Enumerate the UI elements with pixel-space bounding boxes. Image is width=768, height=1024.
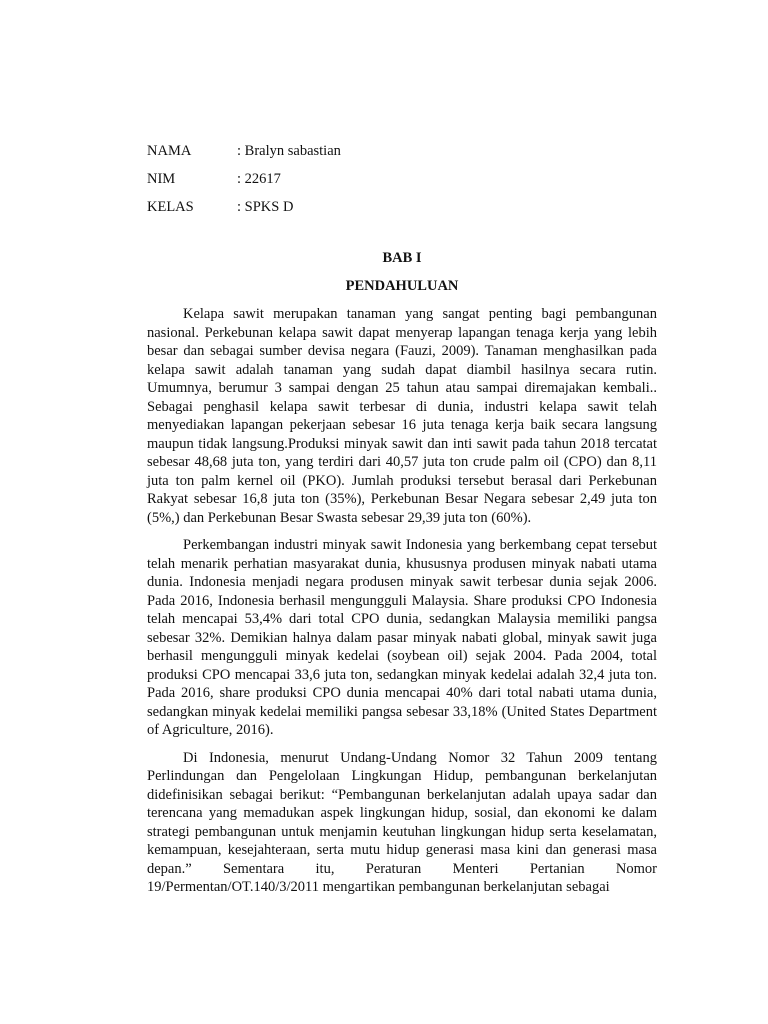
document-body [147, 305, 657, 906]
paragraph: Kelapa sawit merupakan tanaman yang sangat penting bagi pembangunan nasional. Perkebunan kelapa sawit dapat menyerap lapangan tenaga kerja yang lebih besar dan sebagai sumber devisa negara (Fauzi, 2009). Tanaman menghasilkan pada kelapa sawit adalah tanaman yang sudah dapat diambil hasilnya secara rutin. Umumnya, berumur 3 sampai dengan 25 tahun atau sampai diremajakan kembali.. Sebagai penghasil kelapa sawit terbesar di dunia, industri kelapa sawit telah menyediakan lapangan pekerjaan sebesar 16 juta tenaga kerja baik secara langsung maupun tidak langsung.Produksi minyak sawit dan inti sawit pada tahun 2018 tercatat sebesar 48,68 juta ton, yang terdiri dari 40,57 juta ton crude palm oil (CPO) dan 8,11 juta ton palm kernel oil (PKO). Jumlah produksi tersebut berasal dari Perkebunan Rakyat sebesar 16,8 juta ton (35%), Perkebunan Besar Negara sebesar 2,49 juta ton (5%,) dan Perkebunan Besar Swasta sebesar 29,39 juta ton (60%). [147, 306, 657, 526]
chapter-number: BAB I [382, 250, 422, 266]
kelas-label: KELAS [147, 199, 194, 215]
nama-label: NAMA [147, 143, 192, 159]
paragraph: Perkembangan industri minyak sawit Indonesia yang berkembang cepat tersebut telah menarik perhatian masyarakat dunia, khususnya produsen minyak nabati utama dunia. Indonesia menjadi negara produsen minyak sawit terbesar dunia sejak 2006. Pada 2016, Indonesia berhasil mengungguli Malaysia. Share produksi CPO Indonesia telah mencapai 53,4% dari total CPO dunia, sedangkan Malaysia memiliki pangsa sebesar 32%. Demikian halnya dalam pasar minyak nabati global, minyak sawit juga berhasil mengungguli minyak kedelai (soybean oil) sejak 2004. Pada 2004, total produksi CPO mencapai 33,6 juta ton, sedangkan minyak kedelai adalah 32,4 juta ton. Pada 2016, share produksi CPO dunia mencapai 40% dari total nabati utama dunia, sedangkan minyak kedelai memiliki pangsa sebesar 33,18% (United States Department of Agriculture, 2016). [147, 537, 657, 738]
nim-label: NIM [147, 171, 176, 187]
kelas-value: : SPKS D [237, 199, 294, 215]
nim-value: : 22617 [237, 171, 281, 187]
chapter-title: PENDAHULUAN [345, 278, 459, 294]
paragraph: Di Indonesia, menurut Undang-Undang Nomor 32 Tahun 2009 tentang Perlindungan dan Pengelolaan Lingkungan Hidup, pembangunan berkelanjutan didefinisikan sebagai berikut: “Pembangunan berkelanjutan adalah upaya sadar dan terencana yang memadukan aspek lingkungan hidup, sosial, dan ekonomi ke dalam strategi pembangunan untuk menjamin keutuhan lingkungan hidup serta keselamatan, kemampuan, kesejahteraan, serta mutu hidup generasi masa kini dan generasi masa depan.” Sementara itu, Peraturan Menteri Pertanian Nomor 19/Permentan/OT.140/3/2011 mengartikan pembangunan berkelanjutan sebagai [147, 749, 657, 895]
nama-value: : Bralyn sabastian [237, 143, 341, 159]
identity-row-nama [147, 137, 341, 165]
identity-row-kelas [147, 193, 341, 221]
student-identity-block [147, 137, 341, 221]
identity-row-nim [147, 165, 341, 193]
